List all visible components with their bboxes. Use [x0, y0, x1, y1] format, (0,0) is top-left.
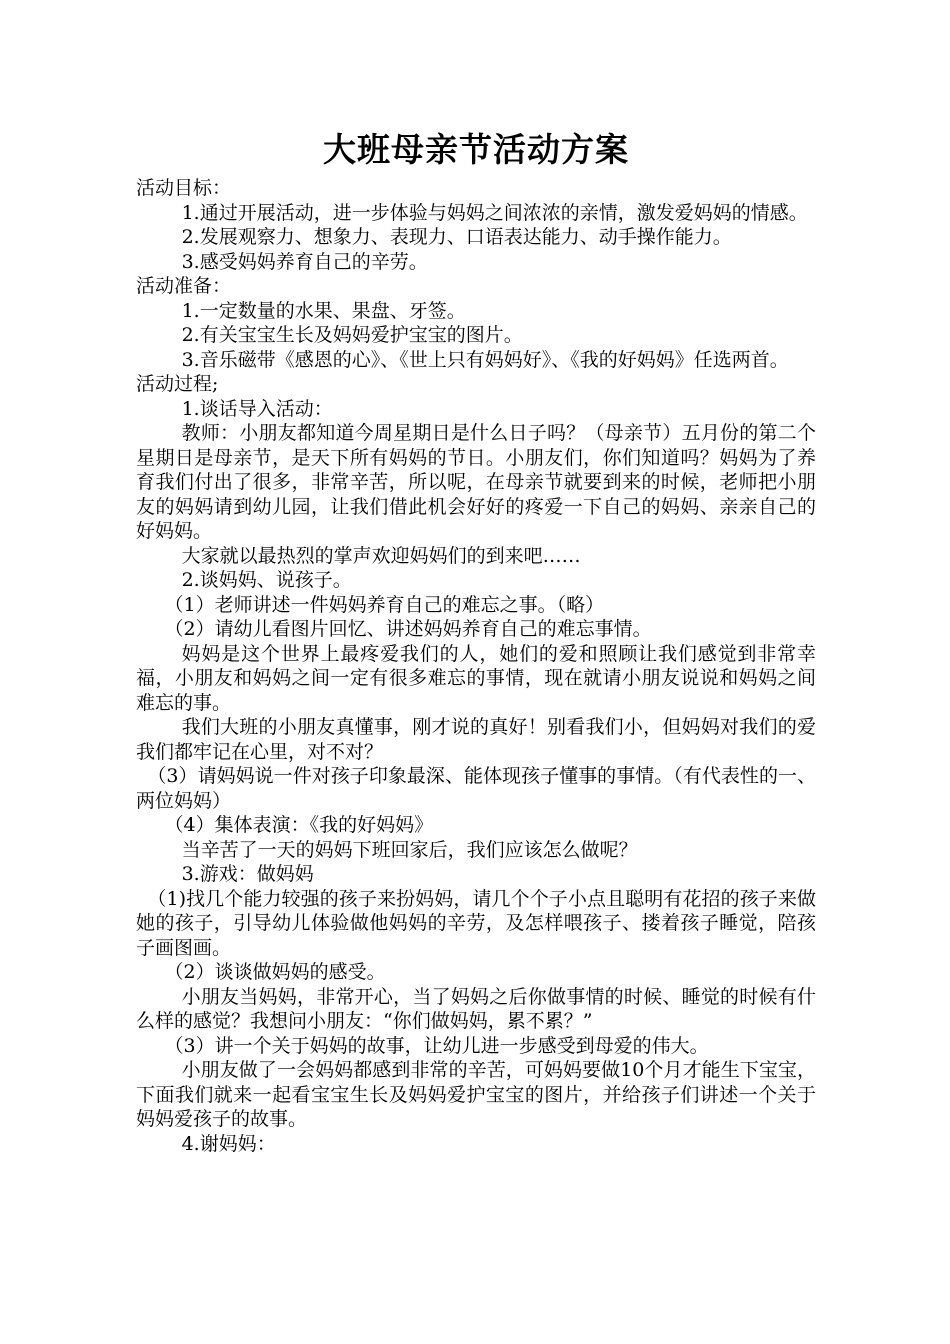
paragraph: 活动目标： — [136, 177, 232, 199]
document-body — [136, 176, 816, 1156]
paragraph: 3.音乐磁带《感恩的心》、《世上只有妈妈好》、《我的好妈妈》任选两首。 — [181, 348, 789, 371]
paragraph: （1）老师讲述一件妈妈养育自己的难忘之事。（略） — [164, 593, 605, 616]
paragraph: 2.谈妈妈、说孩子。 — [181, 569, 352, 591]
paragraph: 大家就以最热烈的掌声欢迎妈妈们的到来吧…… — [181, 544, 581, 567]
paragraph: （1)找几个能力较强的孩子来扮妈妈，请几个个子小点且聪明有花招的孩子来做她的孩子，引导幼儿体验做他妈妈的辛劳，及怎样喂孩子、搂着孩子睡觉，陪孩子画图画。 — [136, 887, 816, 959]
paragraph: 活动过程; — [136, 373, 219, 395]
paragraph: （3）请妈妈说一件对孩子印象最深、能体现孩子懂事的事情。（有代表性的一、两位妈妈） — [136, 765, 816, 812]
paragraph: 2.有关宝宝生长及妈妈爱护宝宝的图片。 — [181, 324, 523, 346]
paragraph: 活动准备： — [136, 275, 232, 297]
paragraph: 2.发展观察力、想象力、表现力、口语表达能力、动手操作能力。 — [181, 226, 732, 248]
paragraph: （2）谈谈做妈妈的感受。 — [164, 961, 386, 983]
paragraph: 小朋友当妈妈，非常开心，当了妈妈之后你做事情的时候、睡觉的时候有什么样的感觉？我想问小朋友：“你们做妈妈，累不累？” — [136, 985, 816, 1032]
paragraph: 3.感受妈妈养育自己的辛劳。 — [181, 250, 428, 273]
paragraph: （2）请幼儿看图片回忆、讲述妈妈养育自己的难忘事情。 — [164, 618, 652, 640]
document-title: 大班母亲节活动方案 — [323, 130, 629, 169]
paragraph: 小朋友做了一会妈妈都感到非常的辛苦，可妈妈要做10个月才能生下宝宝，下面我们就来一起看宝宝生长及妈妈爱护宝宝的图片，并给孩子们讲述一个关于妈妈爱孩子的故事。 — [136, 1059, 816, 1130]
paragraph: 教师：小朋友都知道今周星期日是什么日子吗？（母亲节）五月份的第二个星期日是母亲节，是天下所有妈妈的节日。小朋友们，你们知道吗？妈妈为了养育我们付出了很多，非常辛苦，所以呢，在母亲节就要到来的时候，老师把小朋友的妈妈请到幼儿园，让我们借此机会好好的疼爱一下自己的妈妈、亲亲自己的好妈妈。 — [136, 422, 816, 542]
paragraph: 1.一定数量的水果、果盘、牙签。 — [181, 299, 466, 322]
paragraph: （3）讲一个关于妈妈的故事，让幼儿进一步感受到母爱的伟大。 — [164, 1034, 709, 1057]
paragraph: 我们大班的小朋友真懂事，刚才说的真好！别看我们小，但妈妈对我们的爱我们都牢记在心里，对不对？ — [136, 716, 816, 763]
paragraph: 妈妈是这个世界上最疼爱我们的人，她们的爱和照顾让我们感觉到非常幸福，小朋友和妈妈之间一定有很多难忘的事情，现在就请小朋友说说和妈妈之间难忘的事。 — [136, 642, 816, 714]
paragraph: 1.谈话导入活动： — [181, 397, 333, 420]
paragraph: 3.游戏：做妈妈 — [181, 863, 314, 885]
paragraph: 4.谢妈妈： — [181, 1132, 276, 1155]
paragraph: 1.通过开展活动，进一步体验与妈妈之间浓浓的亲情，激发爱妈妈的情感。 — [181, 201, 808, 224]
document-page — [136, 128, 816, 1156]
paragraph: （4）集体表演：《我的好妈妈》 — [164, 814, 434, 836]
paragraph: 当辛苦了一天的妈妈下班回家后，我们应该怎么做呢？ — [181, 838, 638, 861]
